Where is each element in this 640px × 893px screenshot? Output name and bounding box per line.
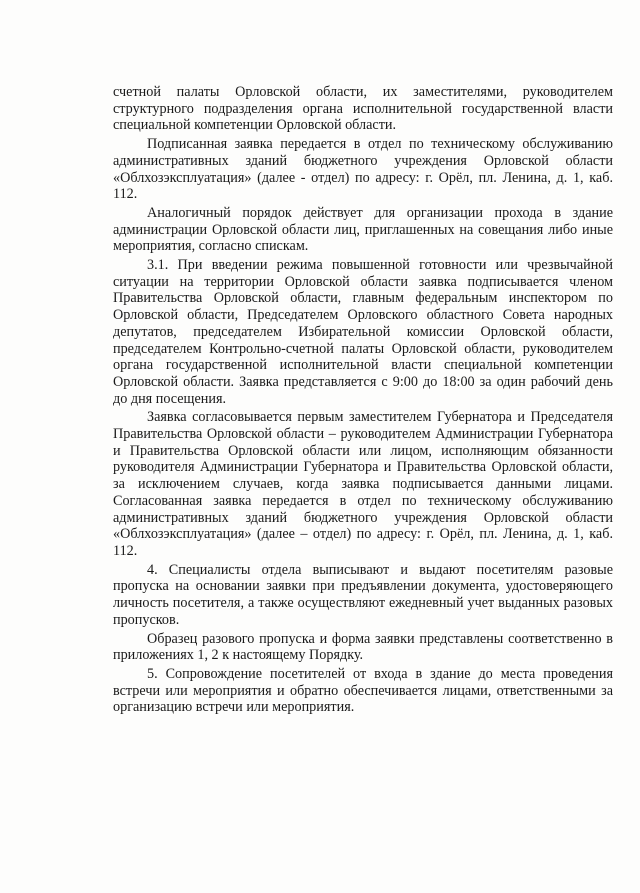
paragraph-application-transfer: Подписанная заявка передается в отдел по техническому обслуживанию административных зданий бюджетного учреждения Орловской области «Облхозэксплуатация» (далее - отдел) по адресу: г. Орёл, пл. Ленина, д. 1, каб. 112.	[113, 136, 613, 203]
paragraph-sample-pass: Образец разового пропуска и форма заявки представлены соответственно в приложениях 1, 2 к настоящему Порядку.	[113, 630, 613, 664]
paragraph-approval: Заявка согласовывается первым заместителем Губернатора и Председателя Правительства Орловской области – руководителем Администрации Губернатора и Правительства Орловской области или лицом, исполняющим обязанности руководителя Администрации Губернатора и Правительства Орловской области, за исключением случаев, когда заявка подписывается данными лицами. Согласованная заявка передается в отдел по техническому обслуживанию административных зданий бюджетного учреждения Орловской области «Облхозэксплуатация» (далее – отдел) по адресу: г. Орёл, пл. Ленина, д. 1, каб. 112.	[113, 409, 613, 559]
paragraph-similar-procedure: Аналогичный порядок действует для организации прохода в здание администрации Орловской области лиц, приглашенных на совещания либо иные мероприятия, согласно спискам.	[113, 204, 613, 255]
document-body	[113, 84, 613, 718]
paragraph-4: 4. Специалисты отдела выписывают и выдают посетителям разовые пропуска на основании заявки при предъявлении документа, удостоверяющего личность посетителя, а также осуществляют ежедневный учет выданных разовых пропусков.	[113, 561, 613, 628]
paragraph-5: 5. Сопровождение посетителей от входа в здание до места проведения встречи или мероприятия и обратно обеспечивается лицами, ответственными за организацию встречи или мероприятия.	[113, 665, 613, 716]
paragraph-continuation: счетной палаты Орловской области, их заместителями, руководителем структурного подразделения органа исполнительной государственной власти специальной компетенции Орловской области.	[113, 84, 613, 134]
paragraph-3-1: 3.1. При введении режима повышенной готовности или чрезвычайной ситуации на территории Орловской области заявка подписывается членом Правительства Орловской области, главным федеральным инспектором по Орловской области, Председателем Орловского областного Совета народных депутатов, председателем Избирательной комиссии Орловской области, председателем Контрольно-счетной палаты Орловской области, руководителем органа государственной исполнительной власти специальной компетенции Орловской области. Заявка представляется с 9:00 до 18:00 за один рабочий день до дня посещения.	[113, 257, 613, 407]
